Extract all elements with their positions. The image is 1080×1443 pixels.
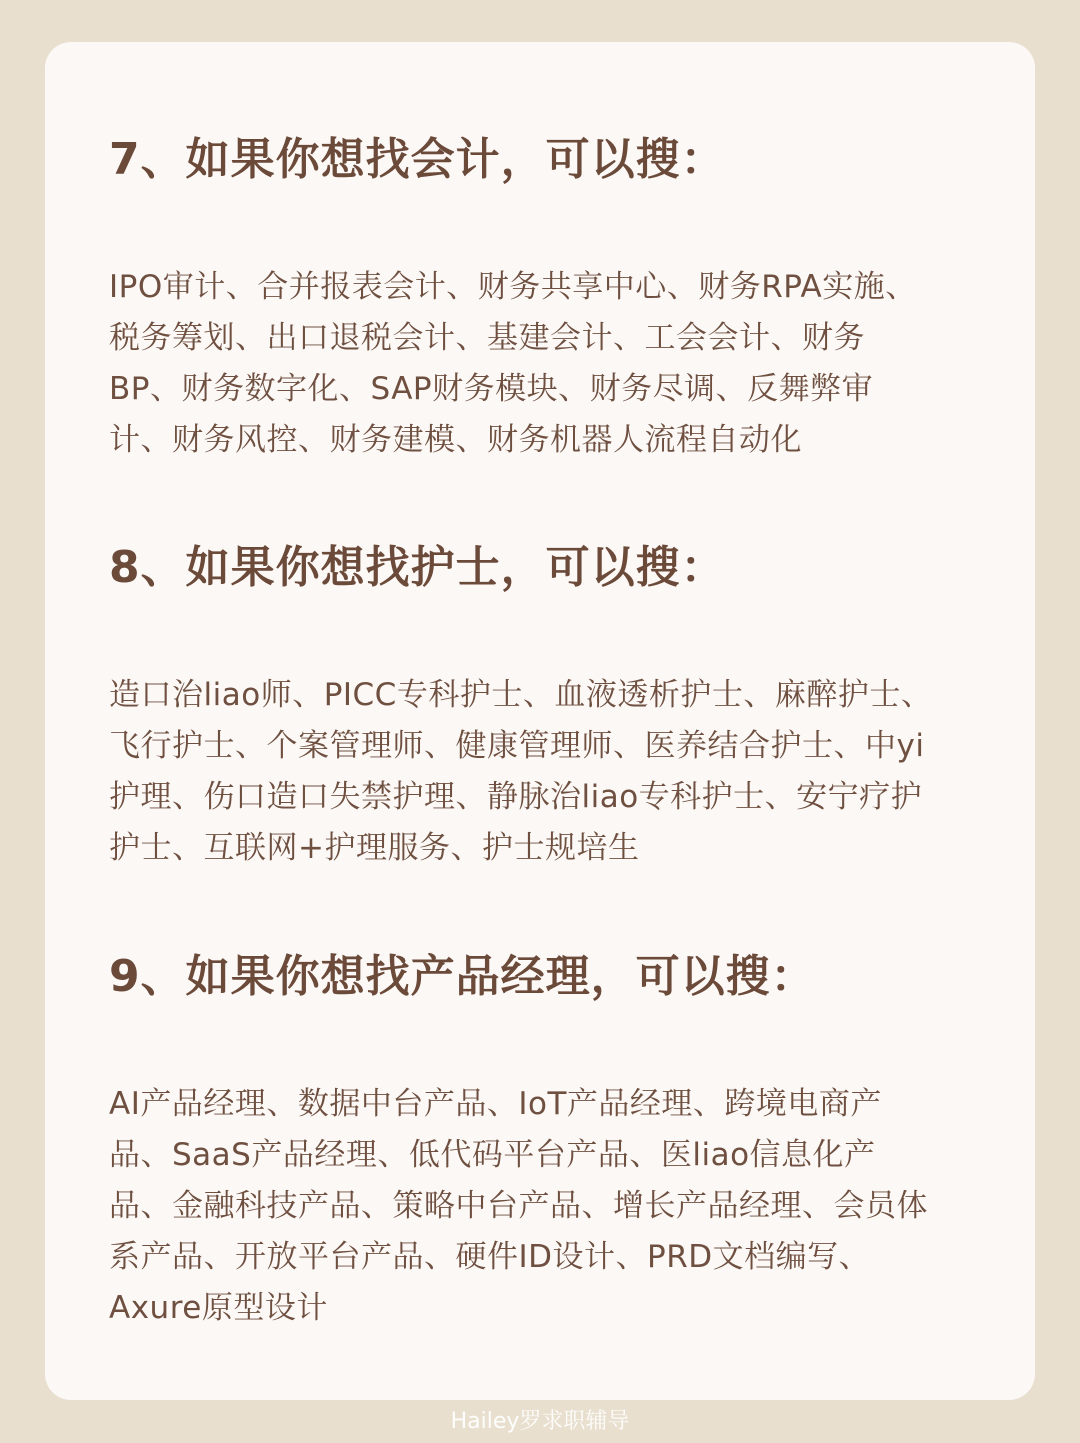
keyword-line: Axure原型设计 [109, 1290, 328, 1326]
section-keywords [109, 670, 989, 874]
keyword-line: BP、财务数字化、SAP财务模块、财务尽调、反舞弊审 [109, 371, 874, 407]
section-keywords [109, 1079, 989, 1334]
section-keywords [109, 262, 989, 466]
keyword-line: 系产品、开放平台产品、硬件ID设计、PRD文档编写、 [109, 1239, 871, 1275]
section-product-manager [109, 949, 989, 1334]
keyword-line: 护士、互联网+护理服务、护士规培生 [109, 830, 640, 866]
keyword-line: AI产品经理、数据中台产品、IoT产品经理、跨境电商产 [109, 1086, 882, 1122]
keyword-line: 护理、伤口造口失禁护理、静脉治liao专科护士、安宁疗护 [109, 779, 923, 815]
keyword-line: IPO审计、合并报表会计、财务共享中心、财务RPA实施、 [109, 269, 917, 305]
keyword-line: 造口治liao师、PICC专科护士、血液透析护士、麻醉护士、 [109, 677, 933, 713]
section-heading: 7、如果你想找会计，可以搜： [109, 134, 726, 185]
keyword-line: 计、财务风控、财务建模、财务机器人流程自动化 [109, 422, 802, 458]
keyword-line: 品、金融科技产品、策略中台产品、增长产品经理、会员体 [109, 1188, 928, 1224]
section-heading: 9、如果你想找产品经理，可以搜： [109, 951, 816, 1002]
content-card [45, 42, 1035, 1400]
section-heading: 8、如果你想找护士，可以搜： [109, 542, 726, 593]
keyword-line: 品、SaaS产品经理、低代码平台产品、医liao信息化产 [109, 1137, 876, 1173]
section-nurse [109, 540, 989, 874]
keyword-line: 税务筹划、出口退税会计、基建会计、工会会计、财务 [109, 320, 865, 356]
section-accountant [109, 132, 989, 466]
watermark-text: Hailey罗求职辅导 [450, 1409, 630, 1434]
keyword-line: 飞行护士、个案管理师、健康管理师、医养结合护士、中yi [109, 728, 925, 764]
